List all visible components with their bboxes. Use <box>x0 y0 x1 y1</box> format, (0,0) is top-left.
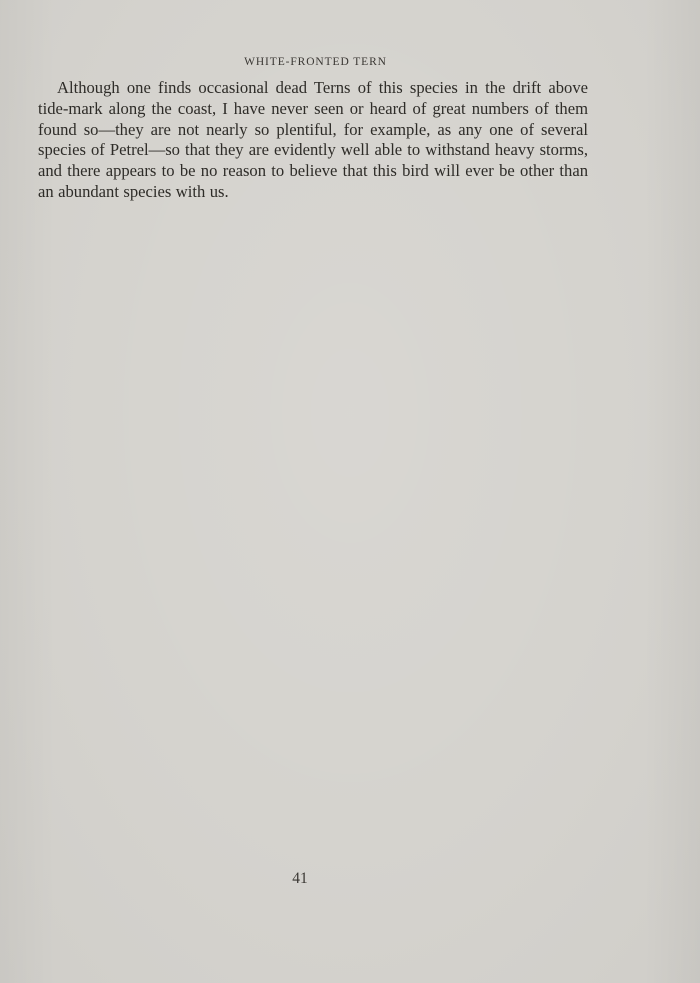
page-number: 41 <box>292 870 308 887</box>
running-head: WHITE-FRONTED TERN <box>244 56 387 68</box>
body-paragraph: Although one finds occasional dead Terns of this species in the drift above tide-mark along the coast, I have never seen or heard of great numbers of them found so—they are not nearly so plentiful, for example, as any one of several species of Petrel—so that they are evidently well able to withstand heavy storms, and there appears to be no reason to believe that this bird will ever be other than an abundant species with us. <box>38 78 588 201</box>
